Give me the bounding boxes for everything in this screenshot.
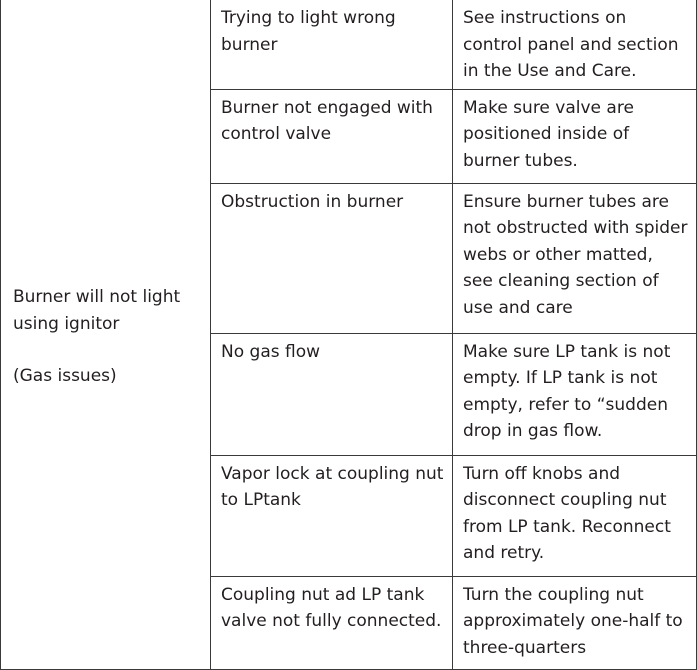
cause-cell: No gas flow bbox=[211, 333, 453, 455]
cause-cell: Obstruction in burner bbox=[211, 183, 453, 333]
cause-cell: Burner not engaged with control valve bbox=[211, 89, 453, 183]
problem-category: (Gas issues) bbox=[13, 366, 117, 386]
problem-label-continued: using ignitor bbox=[13, 313, 120, 334]
solution-cell: Turn off knobs and disconnect coupling nut from LP tank. Reconnect and retry. bbox=[453, 455, 697, 576]
solution-cell: Turn the coupling nut approximately one-half to three-quarters bbox=[453, 576, 697, 669]
cause-cell: Vapor lock at coupling nut to LPtank bbox=[211, 455, 453, 576]
problem-label: Burner will not light bbox=[13, 287, 181, 307]
cause-cell: Coupling nut ad LP tank valve not fully connected. bbox=[211, 576, 453, 669]
cause-cell: Trying to light wrong burner bbox=[211, 0, 453, 89]
solution-cell: Make sure valve are positioned inside of burner tubes. bbox=[453, 89, 697, 183]
solution-cell: Ensure burner tubes are not obstructed with spider webs or other matted, see cleaning section of use and care bbox=[453, 183, 697, 333]
table-row bbox=[1, 0, 697, 89]
solution-cell: See instructions on control panel and section in the Use and Care. bbox=[453, 0, 697, 89]
solution-cell: Make sure LP tank is not empty. If LP tank is not empty, refer to “sudden drop in gas flow. bbox=[453, 333, 697, 455]
problem-cell bbox=[1, 0, 211, 669]
